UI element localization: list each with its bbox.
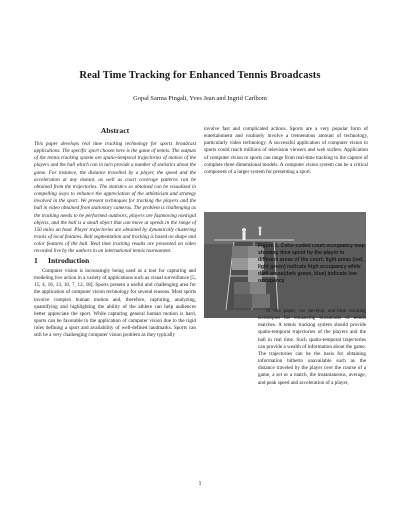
figure-caption: Figure 1. Color-coded court occupancy map showing time spent by the player in different areas of the court; light areas (red, light green) indicate high occupancy while dark areas(dark green, blue) indicate low occupancy [258, 243, 365, 284]
occupancy-patch [252, 294, 270, 308]
abstract-heading: Abstract [100, 126, 130, 135]
figure-backdrop [204, 212, 366, 244]
player-body [243, 232, 246, 240]
occupancy-patch [234, 294, 252, 308]
section-heading-introduction [34, 256, 196, 265]
occupancy-patch [232, 258, 248, 270]
section-title: Introduction [48, 256, 90, 265]
page-number: 1 [198, 481, 202, 487]
introduction-text: Computer vision is increasingly being used as a tool for capturing and modeling live action in a variety of applications such as visual surveillance [5, 15, 4, 16, 13, 10, 7, 12, 18]. Sports present a useful and challenging area for the application of computer vision technology for several reasons. Most sports involve complex human motion and, therefore, capturing, analyzing, quantifying and highlighting the ability of the athlete can help audiences better appreciate the sport. While capturing general human motion is hard, sports can be favorable to the application of computer vision due to the rigid rules defining a sport and availability of well-defined landmarks. Sports can still be a very challenging computer vision problem as they typically [34, 268, 196, 339]
abstract-text: This paper develops real time tracking technology for sports broadcast applications. The specific sport chosen here is the game of tennis. The outputs of the tennis tracking system are spatio-temporal trajectories of motion of the players and the ball which can in turn provide a number of statistics about the game. For instance, the distance travelled by a player, the speed and the acceleration at any instant, as well as court coverage patterns can be obtained from the trajectories. The statistics so obtained can be visualized in compelling ways to enhance the appreciation of the athleticism and strategy involved in the sport. We present techniques for tracking the players and the ball in video obtained from stationary cameras. The problem is challenging as the tracking needs to be performed outdoors, players are fastmoving nonrigid objects, and the ball is a small object that can move at speeds in the range of 150 miles an hour. Player trajectories are obtained by dynamically clustering tracks of local features. Ball segmentation and tracking is based on shape and color features of the ball. Real time tracking results are presented on video recorded live by the authors in an international tennis tournament. [34, 141, 196, 255]
player-head [242, 228, 246, 232]
section-number: 1 [34, 256, 38, 265]
right-column-text-top: involve fast and complicated actions. Sports are a very popular form of entertainment and routinely involve a tremendous amount of technology, particularly video technology. A successful application of computer vision to sports could reach millions of television viewers and web surfers. Application of computer vision to sports can range from real-time tracking to the capture of complete three dimensional models. A computer vision system can be a critical component of a larger system for presenting a sport. [204, 126, 368, 175]
player-body [259, 230, 261, 236]
player-head [259, 227, 262, 230]
paper-authors: Gopal Sarma Pingali, Yves Jean and Ingrid Carlbom [133, 95, 267, 102]
occupancy-patch [232, 246, 248, 258]
occupancy-patch [234, 282, 250, 294]
right-column-text-bottom: In this paper, we develop real-time tracking techniques for enhancing broadcasts of tennis matches. A tennis tracking system should provide spatio-temporal trajectories of the players and the ball in real time. Such spatio-temporal trajectories can provide a wealth of information about the game. The trajectories can be the basis for obtaining information hitherto unavailable such as the distance traveled by the player over the course of a game, a set or a match, the instantaneous, average, and peak speed and acceleration of a player, [258, 308, 366, 386]
paper-title: Real Time Tracking for Enhanced Tennis Broadcasts [79, 70, 321, 81]
